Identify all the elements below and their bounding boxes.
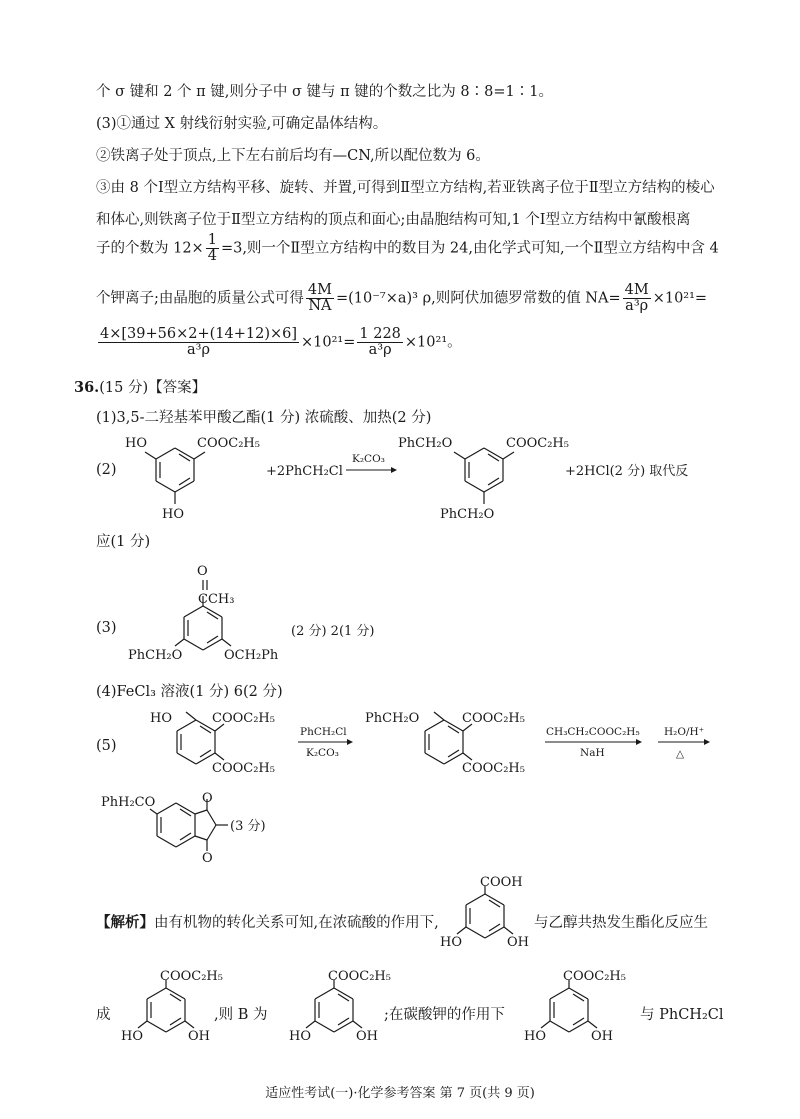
benzene-ring <box>541 980 597 1032</box>
substituent-ester: COOC₂H₅ <box>462 761 525 776</box>
substituent-ho: HO <box>121 1029 143 1044</box>
substituent-ester: COOC₂H₅ <box>160 969 223 984</box>
answer-3-score: (2 分) 2(1 分) <box>291 624 375 639</box>
reaction-condition: K₂CO₃ <box>306 747 339 759</box>
reaction-condition: H₂O/H⁺ <box>664 726 705 738</box>
text-run: ×10²¹= <box>652 290 708 307</box>
text-run: 由有机物的转化关系可知,在浓硫酸的作用下, <box>154 915 439 931</box>
reaction-condition: CH₃CH₂COOC₂H₅ <box>546 726 640 738</box>
text-run: 与乙醇共热发生酯化反应生 <box>534 915 708 931</box>
carbonyl-o: O <box>202 851 213 866</box>
paragraph-line: ③由 8 个Ⅰ型立方结构平移、旋转、并置,可得到Ⅱ型立方结构,若亚铁离子位于Ⅱ型立方结构的棱心 <box>96 180 715 196</box>
reaction-condition: K₂CO₃ <box>352 453 385 465</box>
answer-4: (4)FeCl₃ 溶液(1 分) 6(2 分) <box>96 684 283 700</box>
fraction-numerator: 4M <box>624 282 649 298</box>
substituent-benzyloxy: PhCH₂O <box>128 648 183 663</box>
substituent-ester: COOC₂H₅ <box>212 711 275 726</box>
substituent-ho: HO <box>440 935 462 950</box>
acetyl-group: CCH₃ <box>198 592 235 607</box>
substituent-ho: HO <box>150 711 172 726</box>
carbonyl-o: O <box>197 564 208 579</box>
fraction-denominator: a³ρ <box>625 298 649 315</box>
text-run: 成 <box>96 1007 111 1023</box>
text-run: ,则 B 为 <box>214 1007 268 1023</box>
answer-1: (1)3,5-二羟基苯甲酸乙酯(1 分) 浓硫酸、加热(2 分) <box>96 410 432 426</box>
question-number: 36. <box>74 379 100 396</box>
substituent-ester: COOC₂H₅ <box>212 761 275 776</box>
page-footer: 适应性考试(一)·化学参考答案 第 7 页(共 9 页) <box>265 1086 535 1101</box>
substituent-oh: OH <box>356 1029 378 1044</box>
fraction-denominator: NA <box>308 298 332 315</box>
fraction-numerator: 4M <box>307 282 332 298</box>
answer-5-label: (5) <box>96 738 117 754</box>
answer-3-label: (3) <box>96 620 117 636</box>
text-run: ;在碳酸钾的作用下 <box>384 1007 505 1023</box>
benzene-ring <box>138 980 194 1032</box>
substituent-oh: OH <box>188 1029 210 1044</box>
reaction-condition: NaH <box>580 747 605 759</box>
substituent-cooh: COOH <box>480 875 523 890</box>
answer-2-label: (2) <box>96 462 117 478</box>
substituent-ho: HO <box>125 436 147 451</box>
byproduct-score: +2HCl(2 分) 取代反 <box>565 464 689 479</box>
fraction-numerator: 1 <box>207 232 217 248</box>
text-run: =3,则一个Ⅱ型立方结构中的数目为 24,由化学式可知,一个Ⅱ型立方结构中含 4 <box>220 240 719 257</box>
analysis-label: 【解析】 <box>96 914 154 931</box>
paragraph-line: 和体心,则铁离子位于Ⅱ型立方结构的顶点和面心;由晶胞结构可知,1 个Ⅰ型立方结构中氰酸根离 <box>96 212 691 228</box>
paragraph-line: 个 σ 键和 2 个 π 键,则分子中 σ 键与 π 键的个数之比为 8∶8=1∶1。 <box>96 84 553 100</box>
text-run: ×10²¹= <box>301 334 356 351</box>
question-score: (15 分)【答案】 <box>99 380 207 396</box>
substituent-benzyloxy: PhCH₂O <box>398 436 453 451</box>
benzene-ring <box>306 980 362 1032</box>
paragraph-line: ②铁离子处于顶点,上下左右前后均有—CN,所以配位数为 6。 <box>96 148 490 164</box>
carbonyl-o: O <box>202 791 213 806</box>
answer-2-end: 应(1 分) <box>96 534 151 550</box>
substituent-ester: COOC₂H₅ <box>328 969 391 984</box>
substituent-oh: OH <box>591 1029 613 1044</box>
text-run: =(10⁻⁷×a)³ ρ,则阿伏加德罗常数的值 NA= <box>335 290 621 307</box>
paragraph-line: (3)①通过 X 射线衍射实验,可确定晶体结构。 <box>96 116 388 132</box>
fraction-numerator: 4×[39+56×2+(14+12)×6] <box>100 326 298 342</box>
text-run: 子的个数为 12× <box>96 240 204 257</box>
reagent: +2PhCH₂Cl <box>266 464 343 479</box>
reaction-condition: △ <box>676 748 685 760</box>
substituent-ho: HO <box>162 507 184 522</box>
benzene-ring <box>457 886 513 938</box>
substituent-ester: COOC₂H₅ <box>197 436 260 451</box>
substituent-benzyloxy: PhCH₂O <box>365 711 420 726</box>
fraction-denominator: a³ρ <box>368 342 392 359</box>
substituent-ho: HO <box>289 1029 311 1044</box>
text-run: 与 PhCH₂Cl <box>640 1007 724 1023</box>
reaction-condition: PhCH₂Cl <box>300 726 347 738</box>
fraction-denominator: a³ρ <box>187 342 210 359</box>
substituent-benzyloxy: OCH₂Ph <box>224 648 279 663</box>
substituent-ester: COOC₂H₅ <box>506 436 569 451</box>
substituent-ester: COOC₂H₅ <box>563 969 626 984</box>
substituent-benzyloxy: PhH₂CO <box>101 795 156 810</box>
substituent-oh: OH <box>507 935 529 950</box>
text-run: 个钾离子;由晶胞的质量公式可得 <box>96 290 304 307</box>
substituent-ester: COOC₂H₅ <box>462 711 525 726</box>
substituent-benzyloxy: PhCH₂O <box>440 507 495 522</box>
fraction-denominator: 4 <box>207 248 217 265</box>
substituent-ho: HO <box>524 1029 546 1044</box>
text-run: ×10²¹。 <box>404 334 462 351</box>
fraction-numerator: 1 228 <box>359 326 401 342</box>
answer-5-score: (3 分) <box>230 819 266 834</box>
